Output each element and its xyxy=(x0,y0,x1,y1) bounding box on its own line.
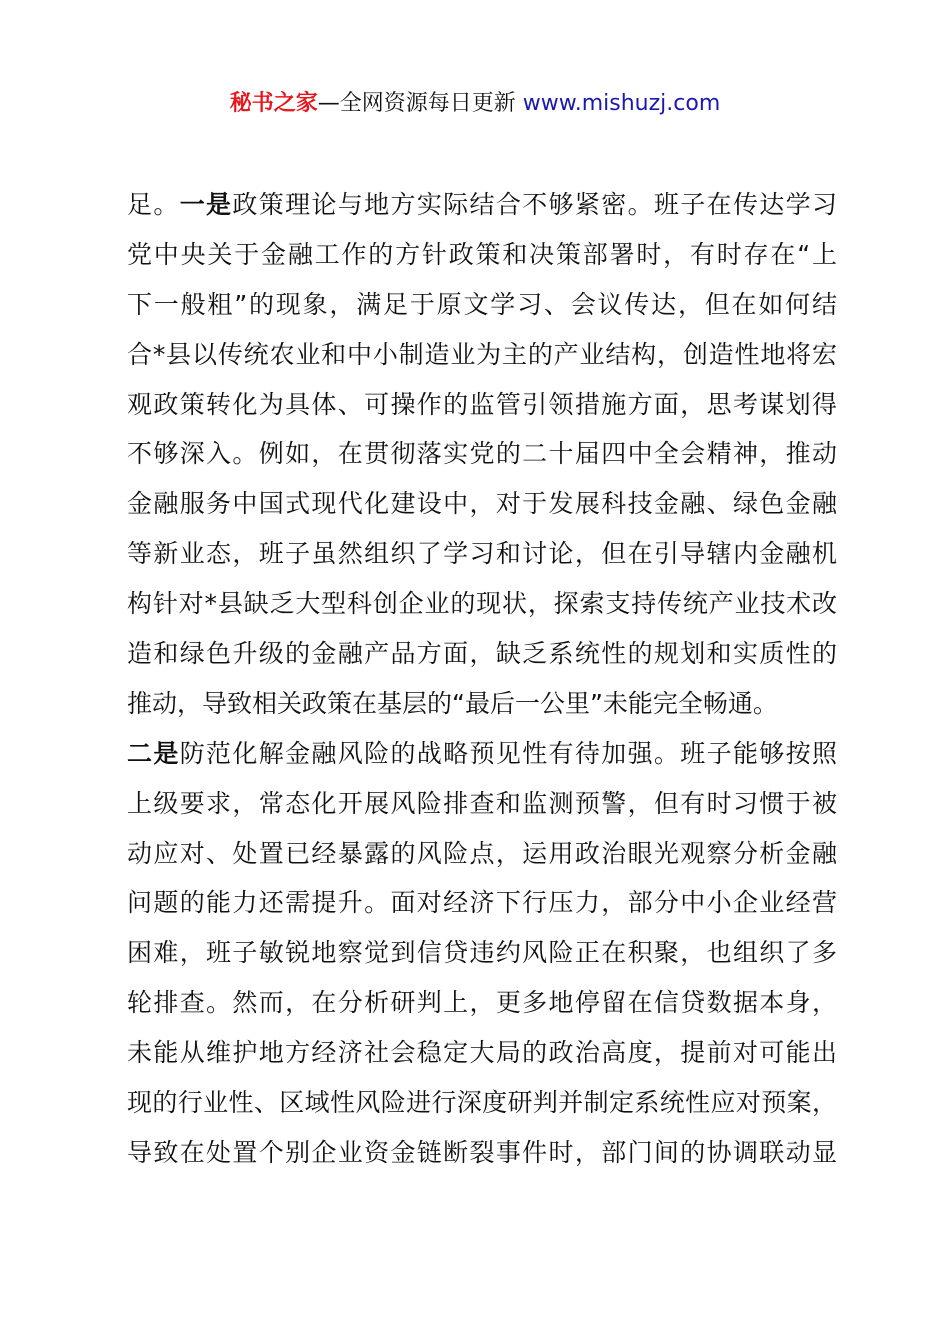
text-line: 困难，班子敏锐地察觉到信贷违约风险正在积聚，也组织了多 xyxy=(127,938,837,968)
brand-name: 秘书之家 xyxy=(229,91,318,116)
line-lead: 足。 xyxy=(127,190,180,219)
page-header xyxy=(0,88,950,120)
text-line: 不够深入。例如，在贯彻落实党的二十届四中全会精神，推动 xyxy=(127,439,837,469)
text-line: 下一般粗”的现象，满足于原文学习、会议传达，但在如何结 xyxy=(127,289,837,319)
text-line: 轮排查。然而，在分析研判上，更多地停留在信贷数据本身， xyxy=(127,988,837,1018)
text-line: 上级要求，常态化开展风险排查和监测预警，但有时习惯于被 xyxy=(127,788,837,818)
text-line: 问题的能力还需提升。面对经济下行压力，部分中小企业经营 xyxy=(127,888,837,918)
text-line: 造和绿色升级的金融产品方面，缺乏系统性的规划和实质性的 xyxy=(127,639,837,669)
text-line: 党中央关于金融工作的方针政策和决策部署时，有时存在“上 xyxy=(127,239,837,269)
line-text: 防范化解金融风险的战略预见性有待加强。班子能够按照 xyxy=(179,738,837,768)
text-line: 等新业态，班子虽然组织了学习和讨论，但在引导辖内金融机 xyxy=(127,539,837,569)
text-line xyxy=(127,729,837,779)
text-line: 未能从维护地方经济社会稳定大局的政治高度，提前对可能出 xyxy=(127,1038,837,1068)
text-line: 导致在处置个别企业资金链断裂事件时，部门间的协调联动显 xyxy=(127,1137,837,1167)
text-line: 构针对*县缺乏大型科创企业的现状，探索支持传统产业技术改 xyxy=(127,589,837,619)
text-line xyxy=(127,180,837,230)
line-text: 政策理论与地方实际结合不够紧密。班子在传达学习 xyxy=(232,190,837,219)
point-marker-two: 二是 xyxy=(127,738,180,768)
text-line: 金融服务中国式现代化建设中，对于发展科技金融、绿色金融 xyxy=(127,489,837,519)
site-url[interactable]: www.mishuzj.com xyxy=(522,91,721,116)
point-marker-one: 一是 xyxy=(179,190,233,219)
header-slogan: —全网资源每日更新 xyxy=(317,91,516,116)
text-line: 现的行业性、区域性风险进行深度研判并制定系统性应对预案， xyxy=(127,1088,837,1118)
text-line: 观政策转化为具体、可操作的监管引领措施方面，思考谋划得 xyxy=(127,389,837,419)
document-body xyxy=(127,180,837,1178)
text-line: 动应对、处置已经暴露的风险点，运用政治眼光观察分析金融 xyxy=(127,838,837,868)
text-line: 合*县以传统农业和中小制造业为主的产业结构，创造性地将宏 xyxy=(127,339,837,369)
text-line: 推动，导致相关政策在基层的“最后一公里”未能完全畅通。 xyxy=(127,688,778,718)
